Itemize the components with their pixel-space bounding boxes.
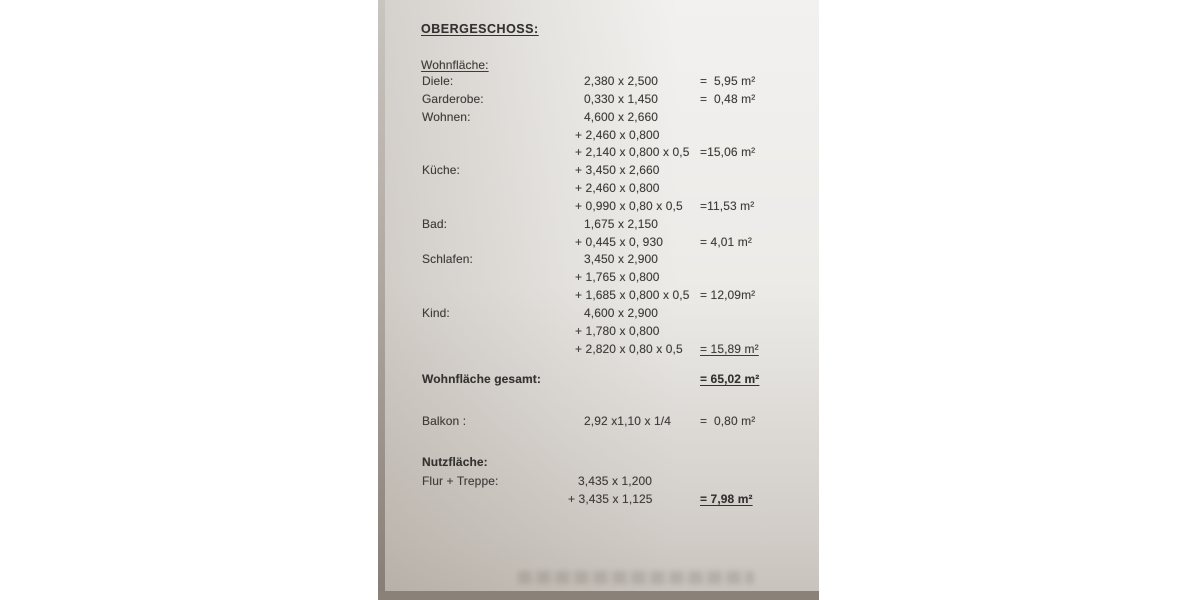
dimension-expression: 1,675 x 2,150 (584, 216, 659, 231)
room-label: Flur + Treppe: (422, 474, 499, 488)
calc-row (378, 288, 819, 306)
dimension-expression: + 3,435 x 1,125 (568, 492, 653, 506)
flur-treppe-row (378, 474, 819, 492)
calc-row (378, 199, 819, 217)
calc-row-bad (378, 217, 819, 235)
calc-row (378, 270, 819, 288)
calc-row-wohnen (378, 110, 819, 128)
calc-row-garderobe (378, 92, 819, 110)
dimension-expression: + 2,820 x 0,80 x 0,5 (575, 341, 683, 356)
dimension-expression: + 0,445 x 0, 930 (575, 234, 664, 249)
room-label: Balkon : (422, 414, 467, 428)
area-result: =11,53 m² (700, 198, 755, 213)
room-label: Kind: (422, 305, 450, 320)
flur-treppe-sum-row (378, 492, 819, 510)
room-label: Garderobe: (422, 91, 484, 106)
area-result: = 5,95 m² (700, 74, 756, 88)
dimension-expression: 2,92 x1,10 x 1/4 (584, 414, 671, 428)
dimension-expression: + 1,685 x 0,800 x 0,5 (575, 288, 690, 303)
photo-bottom-edge (378, 591, 819, 600)
dimension-expression: 4,600 x 2,900 (584, 305, 659, 320)
calc-row-kind (378, 306, 819, 324)
calc-row (378, 342, 819, 360)
dimension-expression: + 3,450 x 2,660 (575, 163, 660, 178)
area-result: = 0,80 m² (700, 414, 756, 428)
document-photo (378, 0, 819, 600)
balkon-row (378, 414, 819, 432)
calc-row-schlafen (378, 252, 819, 270)
area-result: =15,06 m² (700, 145, 756, 160)
calc-row (378, 324, 819, 342)
room-label: Bad: (422, 216, 448, 231)
page-title: OBERGESCHOSS: (421, 22, 539, 36)
calc-row-kueche (378, 163, 819, 181)
section-heading-nutzflaeche: Nutzfläche: (422, 455, 488, 469)
dimension-expression: + 2,140 x 0,800 x 0,5 (575, 145, 690, 160)
room-label: Wohnen: (422, 109, 471, 124)
dimension-expression: 3,435 x 1,200 (578, 474, 653, 488)
total-row (378, 372, 819, 390)
area-result: = 15,89 m² (700, 341, 759, 356)
calc-row-diele (378, 74, 819, 92)
room-label: Küche: (422, 163, 460, 178)
calc-row (378, 235, 819, 253)
faint-watermark (518, 571, 754, 584)
dimension-expression: + 2,460 x 0,800 (575, 181, 660, 196)
dimension-expression: + 0,990 x 0,80 x 0,5 (575, 198, 683, 213)
dimension-expression: 4,600 x 2,660 (584, 109, 659, 124)
area-result: = 7,98 m² (700, 492, 753, 506)
total-label: Wohnfläche gesamt: (422, 372, 541, 386)
calc-row (378, 181, 819, 199)
area-result: = 0,48 m² (700, 91, 756, 106)
total-result: = 65,02 m² (700, 372, 760, 386)
dimension-expression: + 1,780 x 0,800 (575, 323, 660, 338)
calc-row (378, 128, 819, 146)
dimension-expression: + 1,765 x 0,800 (575, 270, 660, 285)
section-heading-nutzflaeche-row (378, 455, 819, 473)
dimension-expression: 0,330 x 1,450 (584, 91, 659, 106)
room-label: Schlafen: (422, 252, 473, 267)
dimension-expression: 2,380 x 2,500 (584, 74, 659, 88)
section-heading-wohnflaeche: Wohnfläche: (421, 58, 489, 72)
calc-rows (378, 74, 819, 360)
dimension-expression: 3,450 x 2,900 (584, 252, 659, 267)
area-result: = 12,09m² (700, 288, 756, 303)
dimension-expression: + 2,460 x 0,800 (575, 127, 660, 142)
calc-row (378, 145, 819, 163)
paper-sheet (378, 0, 819, 600)
room-label: Diele: (422, 74, 454, 88)
area-result: = 4,01 m² (700, 234, 752, 249)
